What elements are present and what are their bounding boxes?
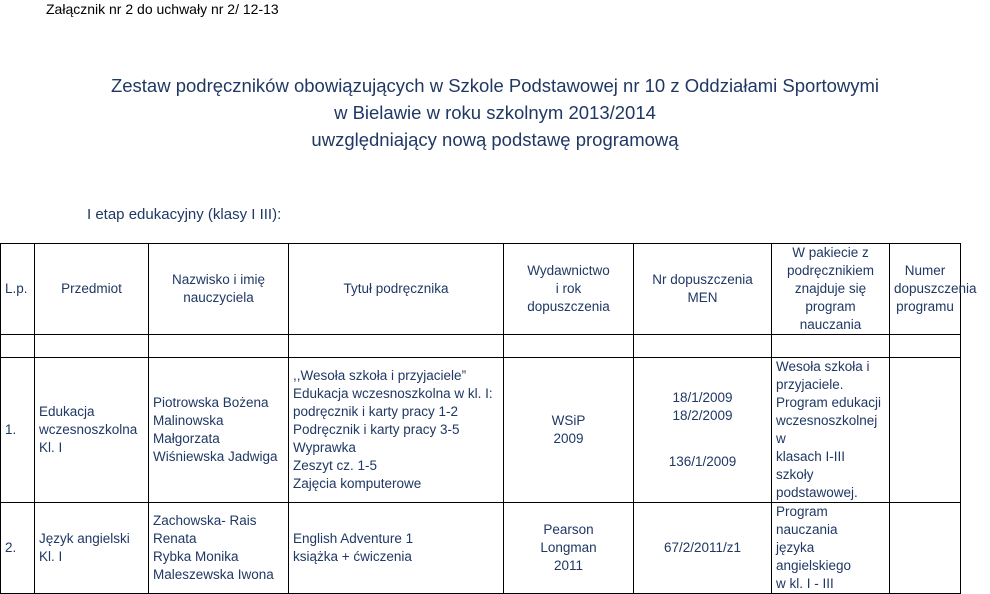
row-subject: Język angielski Kl. I [35,503,149,594]
row-book-title: English Adventure 1 książka + ćwiczenia [289,503,504,594]
header-publisher: Wydawnictwo i rok dopuszczenia [504,244,634,335]
row-publisher: WSiP 2009 [504,358,634,503]
textbook-table [0,243,977,594]
row-teacher: Zachowska- Rais Renata Rybka Monika Maleszewska Iwona [149,503,289,594]
document-title-line-3: uwzględniający nową podstawę programową [311,129,679,150]
annex-note: Załącznik nr 2 do uchwały nr 2/ 12-13 [46,1,279,17]
table-row [1,503,961,594]
row-men-number [634,358,772,503]
header-subject: Przedmiot [35,244,149,335]
header-program-number: Numer dopuszczenia programu [890,244,961,335]
row-program-number [890,358,961,503]
row-program-number [890,503,961,594]
row-lp: 1. [1,358,35,503]
table-header-row [1,244,961,335]
row-book-title: ,,Wesoła szkoła i przyjaciele” Edukacja wczesnoszkolna w kl. I: podręcznik i karty pracy 1-2 Podręcznik i karty pracy 3-5 Wyprawka Zeszyt cz. 1-5 Zajęcia komputerowe [289,358,504,503]
row-package: Program nauczania języka angielskiego w kl. I - III [772,503,890,594]
header-men-number: Nr dopuszczenia MEN [634,244,772,335]
table-spacer-row [1,335,961,358]
document-title-line-2: w Bielawie w roku szkolnym 2013/2014 [334,102,656,123]
document-title-line-1: Zestaw podręczników obowiązujących w Szkole Podstawowej nr 10 z Oddziałami Sportowymi [110,75,880,96]
men-number-b: 136/1/2009 [668,454,737,469]
row-package: Wesoła szkoła i przyjaciele. Program edukacji wczesnoszkolnej w klasach I-III szkoły podstawowej. [772,358,890,503]
row-lp: 2. [1,503,35,594]
table-row [1,358,961,503]
header-teacher: Nazwisko i imię nauczyciela [149,244,289,335]
row-publisher: Pearson Longman 2011 [504,503,634,594]
header-package: W pakiecie z podręcznikiem znajduje się program nauczania [772,244,890,335]
education-stage-heading: I etap edukacyjny (klasy I III): [87,206,282,223]
men-number-a: 18/1/2009 18/2/2009 [672,390,733,423]
header-book-title: Tytuł podręcznika [289,244,504,335]
row-teacher: Piotrowska Bożena Malinowska Małgorzata Wiśniewska Jadwiga [149,358,289,503]
header-lp: L.p. [1,244,35,335]
row-men-number: 67/2/2011/z1 [634,503,772,594]
row-subject: Edukacja wczesnoszkolna Kl. I [35,358,149,503]
